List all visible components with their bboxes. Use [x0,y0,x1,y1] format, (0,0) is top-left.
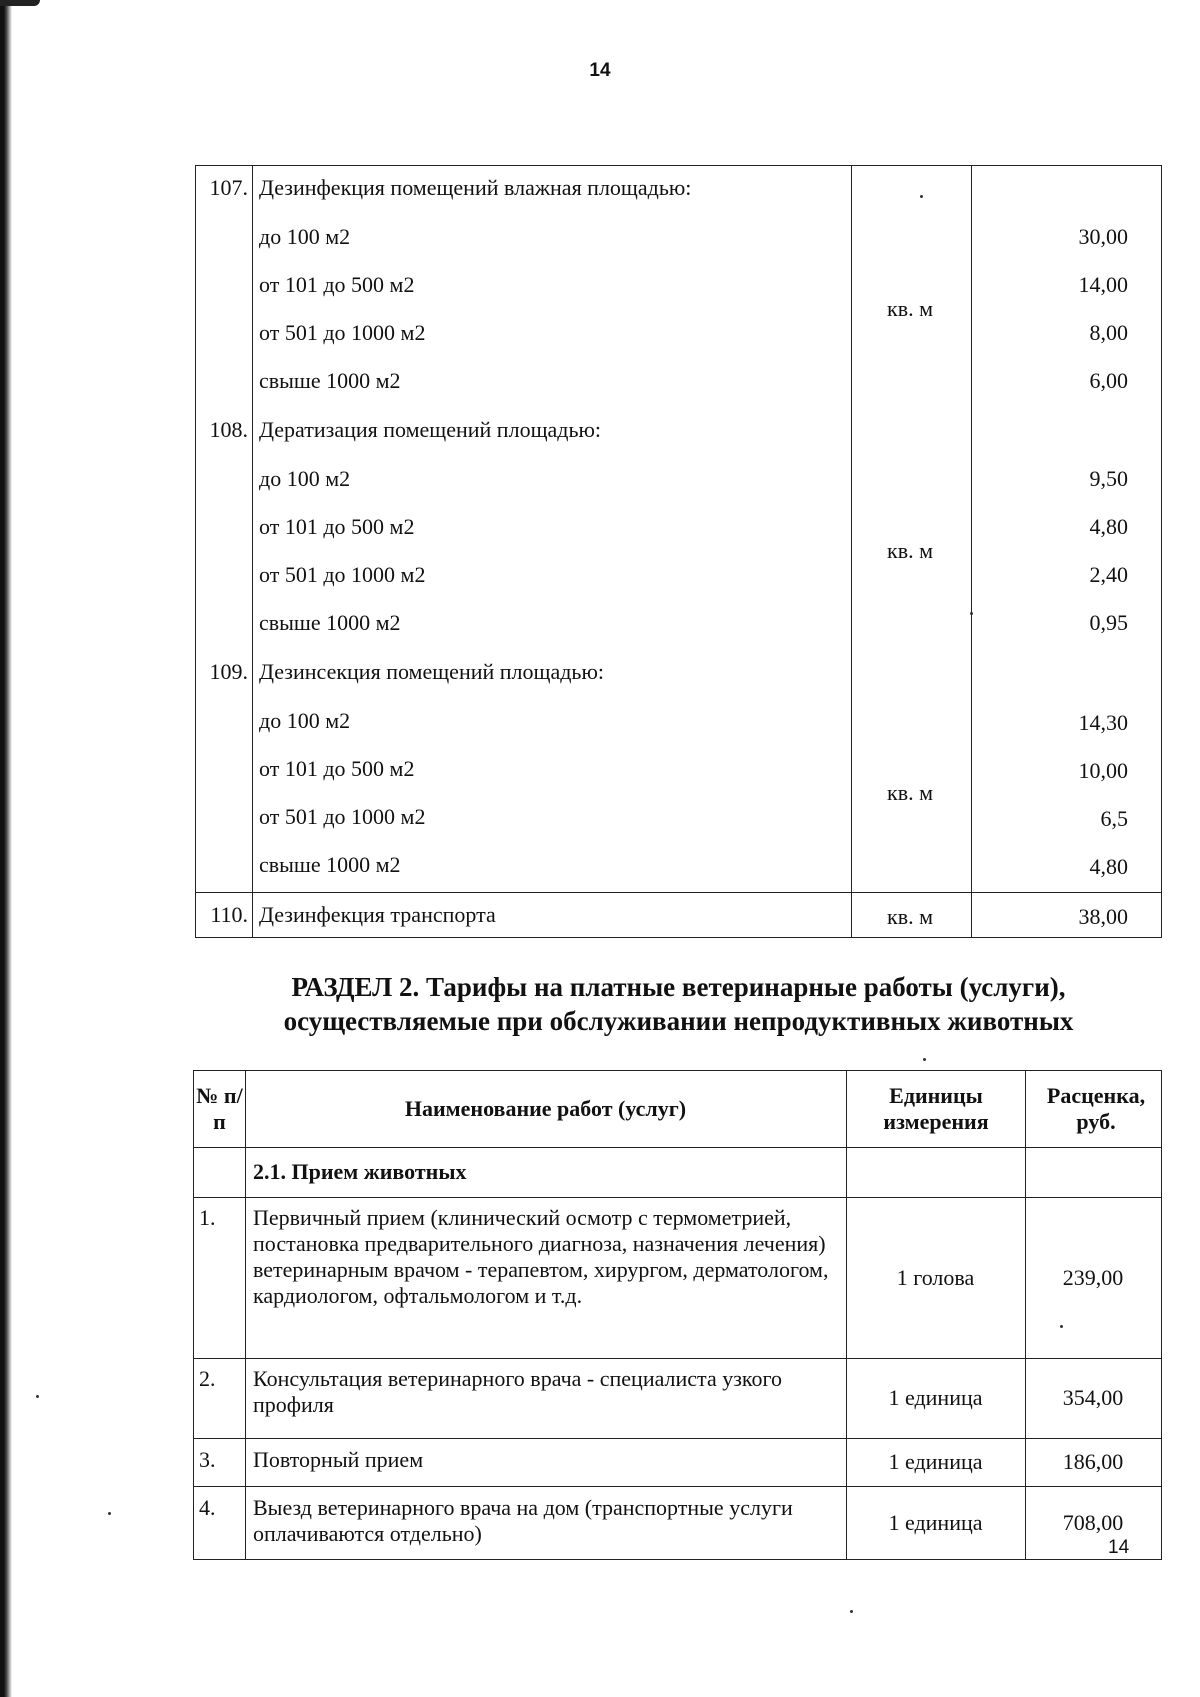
section-heading-line: РАЗДЕЛ 2. Тарифы на платные ветеринарные работы (услуги), [291,972,1066,1002]
unit-cell: кв. м [887,296,933,321]
service-name: Первичный прием (клинический осмотр с термометрией, постановка предварительного диагноза, назначения лечения) ветеринарным врачом - терапевтом, хирургом, дерматологом, кардиологом, офтальмологом и т.д. [253,1205,829,1308]
area-range: от 501 до 1000 м2 [259,804,426,829]
row-number: 107. [209,175,248,200]
area-range: до 100 м2 [259,466,351,491]
header-price: Расценка, руб. [1046,1083,1146,1134]
price-cell: 10,00 [1078,758,1128,783]
service-title: Дератизация помещений площадью: [259,417,602,442]
price-cell: 30,00 [1078,224,1128,249]
price-cell: 38,00 [1078,904,1128,929]
scan-speck [108,1512,111,1515]
header-number: № п/п [196,1083,243,1134]
column-divider [252,166,253,937]
header-unit: Единицы измерения [883,1083,989,1134]
price-cell: 8,00 [1089,320,1128,345]
section-heading [195,970,1162,1038]
service-name: Повторный прием [253,1447,424,1472]
unit-cell: 1 единица [888,1509,983,1535]
service-title: Дезинфекция помещений влажная площадью: [259,175,692,200]
section-heading-line: осуществляемые при обслуживании непродуктивных животных [283,1006,1074,1036]
subsection-title: 2.1. Прием животных [253,1159,467,1184]
unit-cell: кв. м [887,780,933,805]
area-range: от 101 до 500 м2 [259,756,415,781]
price-cell: 14,30 [1078,710,1128,735]
price-cell: 4,80 [1089,854,1128,879]
row-number: 3. [199,1447,216,1472]
tariff-table-section-2 [193,1070,1162,1560]
area-range: от 501 до 1000 м2 [259,320,426,345]
scan-corner [0,0,40,6]
row-number: 109. [209,659,248,684]
page-number-top: 14 [589,60,611,81]
price-cell: 14,00 [1078,272,1128,297]
price-cell: 4,80 [1089,514,1128,539]
price-cell: 0,95 [1089,610,1128,635]
area-range: от 501 до 1000 м2 [259,562,426,587]
unit-cell: кв. м [887,904,933,929]
area-range: до 100 м2 [259,708,351,733]
unit-cell: 1 голова [896,1264,975,1290]
column-divider [971,166,972,937]
area-range: свыше 1000 м2 [259,852,401,877]
row-number: 1. [199,1205,216,1230]
area-range: до 100 м2 [259,224,351,249]
scan-speck [1060,1325,1063,1328]
scan-edge [0,0,12,1697]
area-range: свыше 1000 м2 [259,368,401,393]
service-name: Выезд ветеринарного врача на дом (транспортные услуги оплачиваются отдельно) [253,1495,793,1546]
service-title: Дезинфекция транспорта [259,902,496,927]
tariff-table-continued [195,165,1162,938]
row-number: 4. [199,1495,216,1520]
price-cell: 239,00 [1062,1264,1124,1290]
price-cell: 186,00 [1062,1449,1124,1474]
row-divider [196,892,1161,893]
price-cell: 6,5 [1100,806,1128,831]
row-number: 108. [209,417,248,442]
area-range: от 101 до 500 м2 [259,514,415,539]
scan-speck [850,1610,853,1613]
unit-cell: 1 единица [888,1385,983,1410]
unit-cell: 1 единица [888,1449,983,1474]
header-name: Наименование работ (услуг) [404,1096,687,1121]
service-name: Консультация ветеринарного врача - специалиста узкого профиля [253,1366,782,1417]
price-cell: 708,00 [1062,1509,1124,1535]
scan-speck [920,195,923,198]
page-number-bottom: 14 [1108,1537,1130,1558]
row-number: 110. [210,902,248,927]
area-range: свыше 1000 м2 [259,610,401,635]
price-cell: 9,50 [1089,466,1128,491]
scan-speck [970,612,973,615]
price-cell: 6,00 [1089,368,1128,393]
price-cell: 2,40 [1089,562,1128,587]
scan-speck [36,1395,39,1398]
area-range: от 101 до 500 м2 [259,272,415,297]
price-cell: 354,00 [1062,1385,1124,1410]
row-number: 2. [199,1366,216,1391]
unit-cell: кв. м [887,538,933,563]
scan-speck [923,1058,926,1061]
row-divider [194,1147,1161,1148]
service-title: Дезинсекция помещений площадью: [259,659,604,684]
